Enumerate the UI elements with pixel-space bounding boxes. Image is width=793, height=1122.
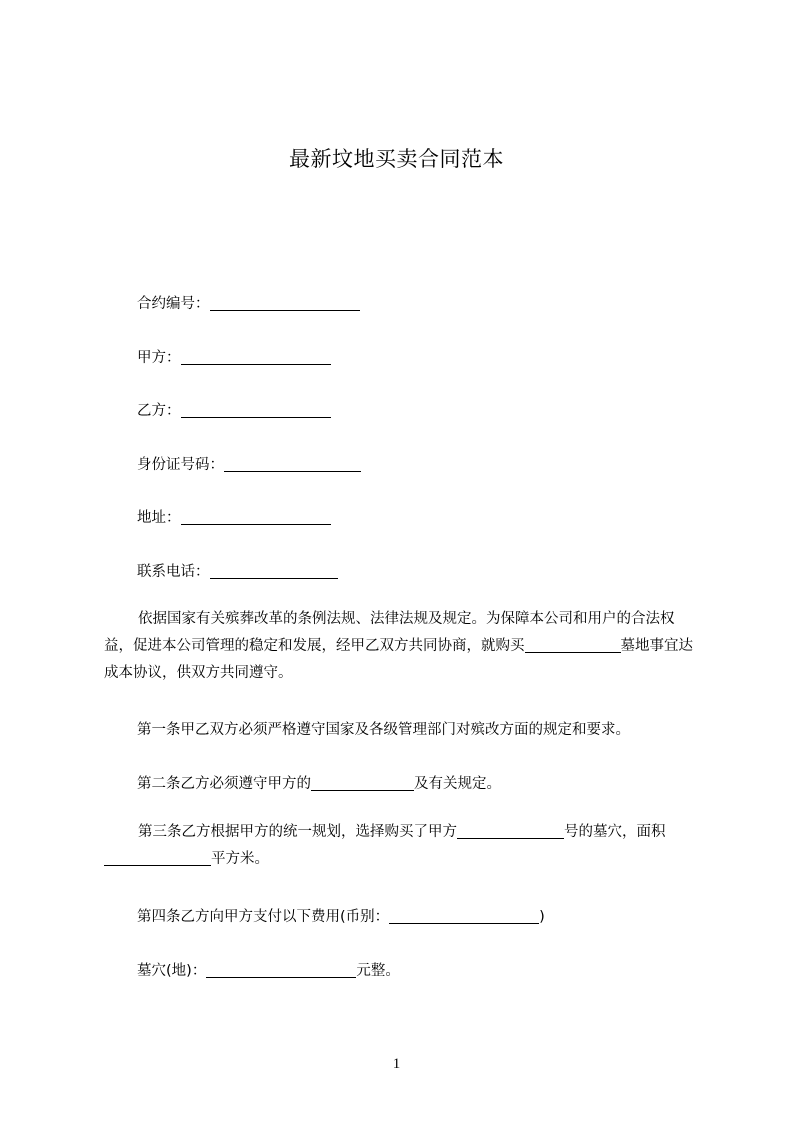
page-number: 1 [392, 1056, 401, 1072]
tomb-fee-label: 墓穴(地)： [137, 963, 207, 979]
id-number-label: 身份证号码： [137, 457, 224, 473]
tomb-purchase-blank [525, 638, 621, 653]
tomb-fee-blank [206, 963, 356, 978]
contract-number-label: 合约编号： [137, 296, 210, 312]
article-4-text-2: ) [539, 909, 545, 925]
contract-number-blank [210, 296, 360, 311]
article-4-text-1: 第四条乙方向甲方支付以下费用(币别： [137, 909, 390, 925]
article-4 [137, 905, 545, 926]
preamble-text-1: 依据国家有关殡葬改革的条例法规、法律法规及规定。为保障本公司和用户的合法权益，促进本公司管理的稳定和发展，经甲乙双方共同协商，就购买 [104, 611, 675, 654]
preamble-text-2: 墓地事宜达成本协议，供双方共同遵守。 [104, 638, 693, 681]
preamble-paragraph [104, 606, 700, 687]
phone-line [137, 560, 338, 581]
article-2-text-2: 及有关规定。 [414, 776, 501, 792]
document-title: 最新坟地买卖合同范本 [289, 147, 504, 171]
party-b-label: 乙方： [137, 403, 181, 419]
article-3-text-1: 第三条乙方根据甲方的统一规划，选择购买了甲方 [138, 824, 457, 840]
area-blank [104, 851, 211, 866]
grave-number-blank [457, 824, 564, 839]
article-3-text-3: 平方米。 [211, 851, 269, 867]
address-blank [181, 510, 331, 525]
article-2-blank [311, 776, 414, 791]
tomb-fee-suffix: 元整。 [356, 963, 400, 979]
tomb-fee-line [137, 959, 400, 980]
article-2-text-1: 第二条乙方必须遵守甲方的 [137, 776, 311, 792]
party-a-label: 甲方： [137, 350, 181, 366]
party-a-blank [181, 350, 331, 365]
party-b-blank [181, 403, 331, 418]
party-b-line [137, 399, 331, 420]
phone-label: 联系电话： [137, 564, 210, 580]
address-line [137, 506, 331, 527]
phone-blank [210, 564, 338, 579]
currency-blank [389, 909, 539, 924]
contract-number-line [137, 292, 360, 313]
address-label: 地址： [137, 510, 181, 526]
id-number-line [137, 453, 361, 474]
article-3-paragraph [104, 819, 700, 873]
article-1: 第一条甲乙双方必须严格遵守国家及各级管理部门对殡改方面的规定和要求。 [137, 722, 630, 738]
article-3-text-2: 号的墓穴，面积 [564, 824, 666, 840]
article-2 [137, 772, 501, 793]
party-a-line [137, 346, 331, 367]
id-number-blank [224, 457, 361, 472]
